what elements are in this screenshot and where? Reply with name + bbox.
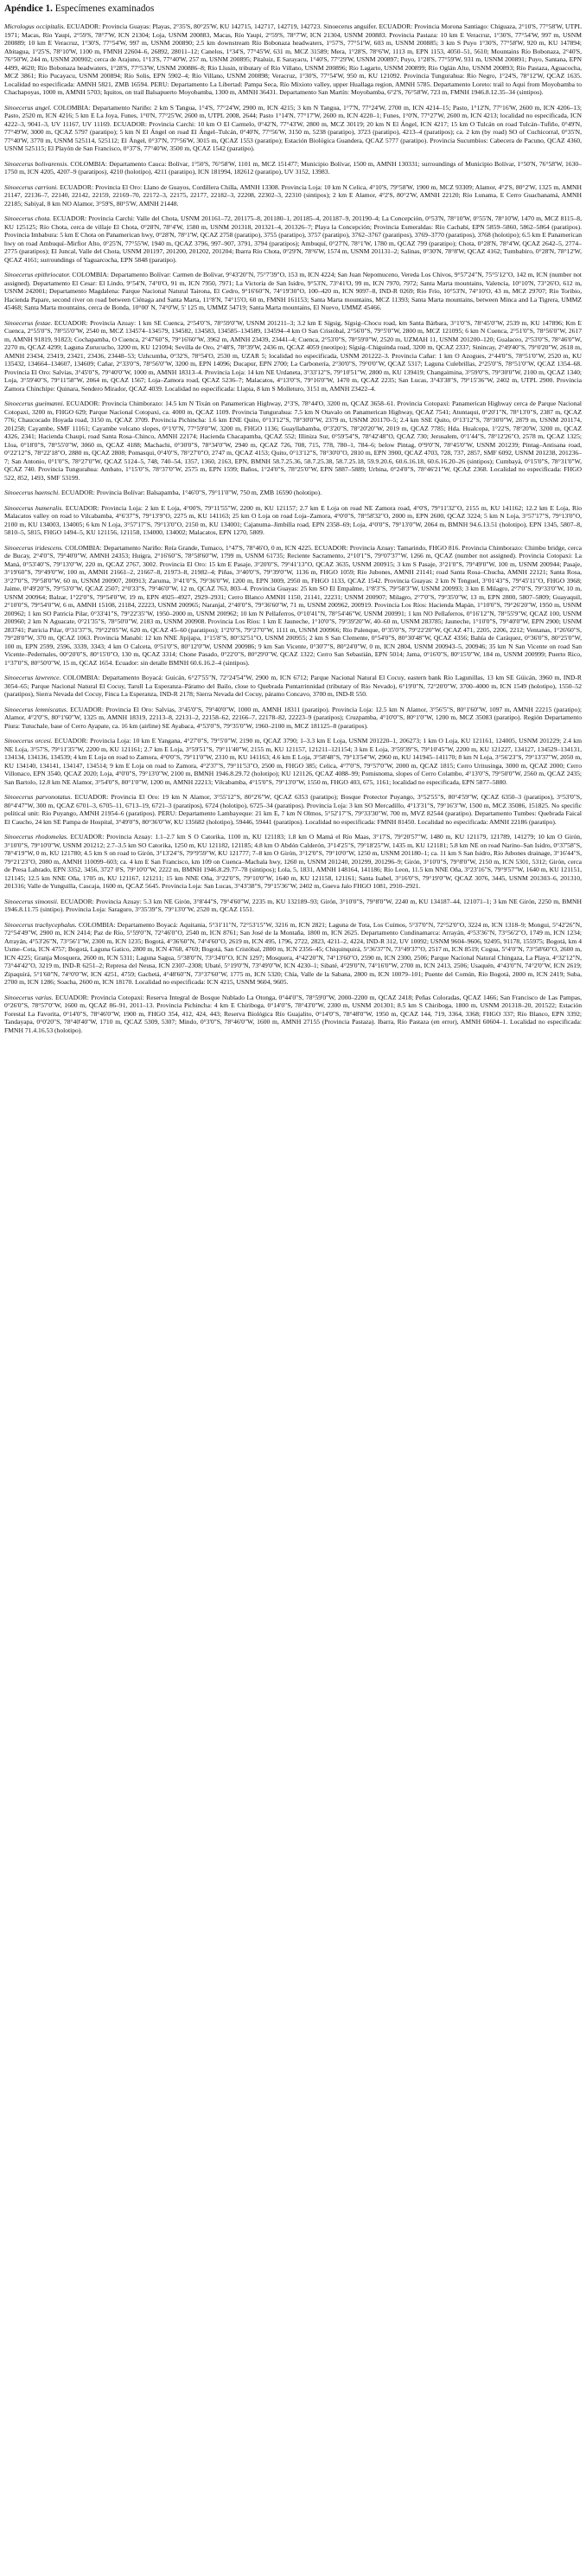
specimen-entry	[4, 737, 582, 786]
specimen-entry	[4, 504, 582, 537]
specimen-text: ECUADOR: Provincia Loja: 10 km E Yangana, 4°27'0"S, 79°5'0"W, 2190 m, QCAZ 3790; 1–3.3 km E Loja, USNM 201220–1, 206273; 1 km O Loja, KU 121161, 124005, USNM 201229; 2.4 km NE Loja, 3°57'S, 79°11'35"W, 2200 m, KU 121161; 2.7 km E Loja, 3°59'51"S, 79°11'40"W, 2155 m, KU 121157, 121211–121154; 3 km E Loja, 3°59'39"S, 79°10'45"W, 2200 m, KU 121227, 134127, 134529–134131, 134134, 134136, 134539; 4 km E Loja on road to Zamora, 4°0'0"S, 79°11'0"W, 2310 m, KU 141163; 4.6 km E Loja, 3°58'48"S, 79°13'54"W, 2960 m, KU 141945–141170; 8 km N Loja, 3°56'23"S, 79°13'37"W, 2050 m, KU 134140, 134141, 134147, 134514; 9 km E Loja on road to Zamora, 4°2'37"S, 79°11'53"O, 2500 m, FHGO 385; Celica, 4°7'0"S, 79°57'0"W, 2000 m, QCAZ 1815; Cerro Uritusinga, 3000 m, QCAZ 2000; Cerro Villonaco, EPN 3540, QCAZ 2020; Loja, 4°0'0"S, 79°13'0"W, 2100 m, BMNH 1946.8.29.72 (holotipo); KU 121126, QCAZ 4088–99; Pomisnoma, slopes of Cerro Colambo, 4°13'0"S, 79°50'0"W, 2560 m, QCAZ 2435; San Bartolo, 12.8 km NE Alamor, 3°54'0"S, 80°1'0"W, 1200 m, AMNH 22213; Vilcabamba, 4°15'0"S, 79°13'0"W, 1550 m, FHGO 403, 675, 1161; localidad no especificada, EPN 5877–5880.	[4, 737, 582, 786]
specimen-text: ECUADOR: Provincia Azuay: 5.3 km NE Girón, 3°8'44"S, 79°4'60"W, 2235 m, KU 132189–93; Girón, 3°10'0"S, 79°8'0"W, 2240 m, KU 134187–44, 121071–1; 3 km NE Girón, 2250 m, BMNH 1946.8.11.75 (sintipo). Provincia Loja: Saraguro, 3°35'39"S, 79°13'0"W, 2520 m, QCAZ 1551.	[4, 897, 582, 913]
species-name: Sinoecerus simonsii.	[4, 897, 59, 905]
specimen-entry	[4, 544, 582, 668]
specimen-text: ECUADOR: Provincia Carchi: Valle del Chota, USNM 201161–72, 201175–8, 201180–1, 201185–4, 201187–9, 201190–4; La Concepción, 0°53'N, 78°10'W, 0°55'N, 78°10'W, 1470 m, MCZ 8115–8, KU 125125; Río Chota, cerca de villaje El Chota, 0°28'N, 78°4'W, 1580 m, USNM 201318, 201321–4, 201326–7; Playa la Concepción; Provincia Esmeraldas: Río Cachabí, EPN 5859–5860, 5862–5864 (paratipos). Provincia Imbabura: 5 km E Chota on Panamerican hwy, 0°28'N, 78°1'W, QCAZ 2758 (paratipo), 3755 (paratipo), 3757 (paratipo), 3762–3767 (paratipos), 3769–3770 (paratipos), 3768 (holotipo); 6.5 km E Panamerican hwy on road Ambuquí–Mirfior Alto, 0°25'N, 77°55'W, 1940 m, QCAZ 3796, 997–907, 3791, 3794 (paratipos); Ambuquí, 0°27'N, 78°1'W, 1780 m, QCAZ 799 (paratipo); Chota, 0°28'N, 78°4'W, QCAZ 2642–5, 2774–2775 (paratipos); El Juncal, Valle del Chota, USNM 201197, 201200, 201202, 201204; Ibarra Río Chota, 0°29'N, 78°6'W, 1574 m, USNM 201131–2; Salinas, 0°30'N, 78°8'W, QCAZ 4162; Tumbabiro, 0°28'N, 78°12'W, QCAZ 4161; surroundings of Yaguarcocha, EPN 5848 (paratipo).	[4, 214, 582, 264]
species-name: Sinoecerus orcesi.	[4, 737, 53, 745]
specimen-entry	[4, 183, 582, 208]
specimen-entry	[4, 160, 582, 176]
specimen-entry	[4, 898, 582, 914]
specimen-text: COLOMBIA: Departamento Boyacá: Aquitania, 5°31'11"N, 72°53'15"W, 3216 m, ICN 2821; Laguna de Tota, Los Cuimos, 5°37'0"N, 72°52'0"O, 3224 m, ICN 1318–9; Mongui, 5°42'26"N, 72°54'49"W, 2900 m, ICN 2414; Paz de Río, 5°59'0"N, 72°46'0"O, 2540 m, ICN 8761; San José de la Montaña, 1800 m, ICN 2625. Departamento Cundinamarca: Arrayán, 4°53'36"N, 73°56'2"O, 1749 m, ICN 1234; Arrayán, 4°53'26"N, 73°56'1"W, 2300 m, ICN 1235; Bogotá, 4°36'60"N, 74°4'60"O, 2619 m, ICN 495, 1796, 2722, 2823, 4211–2, 4224, IND-R 312, UV 10092; USNM 9604–9606, 92495, 91178, 155975; Bogotá, km 4 Usme–Cota, ICN 4757; Bogotá, Laguna Gatico, 2800 m, ICN 4768, 4769; Bogotá, San Cristóbal, 2800 m, ICN 2356–45; Chiquinquirá, 5°36'37"N, 73°49'37"O, 2517 m, ICN 8519; Cogua, 5°4'0"N, 73°58'60"O, 2600 m, ICN 4225; Granja Mosquera, 2600 m, ICN 5311; Laguna Sagua, 5°38'0"N, 73°34'0"O, ICN 1297; Mosquera, 4°42'20"N, 74°13'60"O, 2590 m, ICN 2300, 2506; Parque Nacional Natural Chingaza, La Playa, 4°32'12"N, 73°44'42"O, 3219 m, IND-R 6251–2; Represa del Neusa, ICN 2307–2308; Ubaté, 5°19'0"N, 73°49'0"W, ICN 4230–1; Sibaté, 4°29'0"N, 74°16'0"W, 2700 m, ICN 2413, 2506; Usaquén, 4°43'0"N, 74°2'0"W, ICN 2619; Zipaquirá, 5°1'60"N, 74°0'0"W, ICN 4251, 4759; Gachetá, 4°48'60"N, 73°37'60"W, 1775 m, ICN 5320; Chía, Valle de la Sabana, 2800 m, ICN 10079–101; Puente del Común, Río Bogotá, 2000 m, ICN 2419; Suba, 2700 m, ICN 1286; Soacha, 2600 m, ICN 18170. Localidad no especificada: ICN 4215, USNM 9604, 9605.	[4, 920, 583, 986]
specimen-text: ECUADOR: Provincia Bolívar: Balsapamba, 1°46'0"S, 79°11'0"W, 750 m, ZMB 16590 (holotipo).	[60, 489, 322, 496]
species-name: Sinoecerus festae.	[4, 318, 53, 327]
specimen-entry	[4, 271, 582, 312]
specimen-text: ECUADOR: Provincia Loja: 2 km E Loja, 4°00'S, 79°11'55"W, 2200 m, KU 121157; 2.7 km E Loja on road NE Zamora road, 4°0'S, 79°11'32"O, 2155 m, KU 141162; 12.2 km E Loja, Río Malacatos valley on road to Vilcabamba, 4°6'37"S, 79°13'9"O, 2275 m, KU 141163; 25 km O Loja on road Loja–Zamora, 4°0'0"S, 78°58'32"O, 2000 m, EPN 2600, QCAZ 3224; 5 km N Loja, 3°57'17"S, 79°13'0"O, 2100 m, KU 134003, 134005; 6 km N Loja, 3°57'17"S, 79°13'0"O, 2150 m, KU 134001; Cajanuma–Jimbilla road, EPN 2358–69; Loja, 4°0'0"S, 79°13'0"W, 2064 m, BMNH 94.6.13.51 (holotipo), EPN 1345, 5807–8, 5810–5, 5815, FHGO 1494–5, KU 121156, 121158, 134000, 134002; Malacatos, EPN 1270, 5809.	[4, 503, 582, 536]
specimen-entry	[4, 400, 582, 482]
specimen-entry	[4, 833, 582, 891]
specimen-text: ECUADOR: Provincia Guayas: Playas, 2°35'S, 80°25'W, KU 142715, 142717, 142719, 142723. Sinoecerus anguifer. ECUADOR: Provincia Morona Santiago: Chiguaza, 2°10'S, 77°58'W, UTPL 1971; Macas, Río Yaupi, 2°59'S, 78°7'W, ICN 21304; Loja, USNM 200883, Macas, Río Yaupi, 2°59'S, 78°7'W, ICN 21304, USNM 200883. Provincia Pastaza: 10 km E Veracruz, 1°30'S, 77°54'W, 997 m, USNM 200889; 10 km E Veracruz, 1°30'S, 77°54'W, 997 m, USNM 200890; 2.5 km downstream Río Bobonaza headwaters, 1°57'S, 77°51'W, 603 m, USNM 200885; 3 km S Puyo 1°30'S, 77°58'W, 920 m, KU 147894; Abitagua, 1°25'S, 78°10'W, 1100 m, FMNH 22604–6, 26892, 28011–12; Canelos, 1°34'S, 77°45'W, 631 m, MCZ 31589; Mera, 1°28'S, 78°6'W, 1113 m, EPN 1153, 4050–51, 5610; Mountains Río Bobonaza, 2°40'S, 76°50'W, 244 m, USNM 200902; cerca de Arajuno, 1°13'S, 77°40'W, 257 m, USNM 200895; Pitaluiz, E Sarayacu, 1°40'S, 77°29'W, USNM 200897; Puyo, 1°28'S, 77°59'W, 931 m, USNM 200891; Puyo, Santana, EPN 4499, 4620; Río Bobonaza headwaters, 1°28'S, 77°53'W, USNM 200886–8; Río Llusin, tributary of Río Villano, USNM 200896; Río Lagarto, USNM 200899; Río Oglán Alto, USNM 200893; Río Pastaza, Aguacocha, MCZ 3861; Río Pucayacu, USNM 200894; Río Solis, EPN 5902–4; Río Villano, USNM 200898; Veracruz, 1°30'S, 77°54'W, 950 m, KU 121092. Provincia Tungurahua: Río Negro, 1°24'S, 78°12'W, QCAZ 1635. Localidad no especificada: AMNH 5821, ZMB 16594. PERU: Departamento La Libertad: Pampa Seca, Río Mixioto valley, upper Huallaga region, AMNH 5785. Departamento Loreto: trail to Aqui from Moyobamba to Chachapoyas, 1000 m, AMNH 5703; Iquitos, on trail Balsapuerto Moyobamba, 1300 m, AMNH 36431. Departamento San Martín: Moyobamba, 6°2'S, 76°58'W, 723 m, FMNH 1946.8.12.35–34 (sintipos).	[4, 22, 582, 96]
species-name: Sinoecerus parvonotatus.	[4, 793, 73, 801]
specimen-text: ECUADOR: Provincia Cotopaxi: Reserva Integral de Bosque Nublado La Otonga, 0°44'0"S, 78°59'0"W, 2000–2200 m, QCAZ 2418; Peñas Coloradas, QCAZ 1466; San Francisco de Las Pampas, 0°26'0"S, 78°57'0"W, 1600 m, QCAZ 86–91, 2011–13. Provincia Pichincha: 4 km E Chiriboga, 0°14'0"S, 78°43'0"W, 2300 m, USNM 201301; 8.5 km S Chiriboga, 1800 m, USNM 201318–20, 201522; Estación Forestal La Favorita, 0°14'0"S, 78°46'0"W, 1900 m, FHGO 354, 412, 424, 443; Reserva Biológica Río Guajalito, 0°14'0"S, 78°48'0"W, 1950 m, QCAZ 144, 719, 3364, 3368; FHGO 337; Río Blanco, EPN 3392; Tandayapa, 0°0'20"S, 78°40'40"W, 1710 m, QCAZ 5309, 5307; Mindo, 0°3'0"S, 78°46'0"W, 1600 m, AMNH 27155 (Provincia Pastaza). Ibarra, Río Pastaza (en error), AMNH 60604–1. Localidad no especificada: FMNH 71.4.16.53 (holotipo).	[4, 993, 582, 1034]
species-name: Sinoecerus iridescens.	[4, 543, 64, 552]
species-name: Sinoecerus bolivarensis.	[4, 159, 69, 168]
specimen-text: ECUADOR: Provincia Azuay: 1 km SE Cuenca, 2°54'0"S, 78°59'0"W, USNM 201211–3; 3.2 km E Sígsig, Sígsig–Chocu road, km Santa Bárbara, 3°1'0"S, 78°45'0"W, 2539 m, KU 147896; Km E Cuenca, 2°55'0"S, 78°55'0"W, 2540 m, MCZ 134574–134579, 134582, 134583, 134585–134589, 134594–4 km O San Cristóbal, 2°56'0"S, 79°5'0"W, 2800 m, MCZ 121095; 6 km N Cuenca, 2°51'0"S, 78°56'0"W, 2617 m, AMNH 91819, 91823; Cochapamba, O Cuenca, 2°47'60"S, 79°16'60"W, 3962 m, AMNH 23439, 23441–4; Cuenca, 2°53'0"S, 78°59'0"W, 2520 m, UZMAH 11, USNM 201200–120; Gualaceo, 2°53'0"S, 78°46'0"W, 2270 m, QCAZ 4299; Laguna Zurucucho, 3200 m, KU 121094; Sevilla de Oro, 2°48'S, 78°39'W, 2436 m, QCAZ 4059 (neotipo); Sígsig–Chiguinda road, 3200 m, QCAZ 2337; Sinincay, 2°49'40"S, 79°0'20"W, 2618 m, AMNH 23434, 23419, 23421, 23436, 23448–53; Uzhcumba, 0°32'S, 78°54'O, 2530 m, UZAR 5; localidad no especificada, USNM 201222–3. Provincia Cañar: 1 km O Azogues, 2°44'0"S, 78°51'0"W, 2520 m, KU 135432, 134664–134607, 134609; Cañar, 2°33'0"S, 78°56'0"W, 3200 m, EPN 14096; Ducapur, EPN 2700; La Carbonería, 2°30'0"S, 79°0'0"W, QCAZ 5317; Laguna Culebrillas, 2°25'0"S, 78°51'0"W, QCAZ 1354–68. Provincia El Oro: Salvias, 3°45'0"S, 79°40'0"W, 1000 m, AMNH 18313–4. Provincia Loja: 14 km NE Urdaneta, 3°33'12"S, 79°10'51"W, 2800 m, KU 139419; Changaimina, 3°59'0"S, 79°30'0"W, 2100 m, QCAZ 1340; Loja, 3°59'40"S, 79°11'58"W, 2064 m, QCAZ 1567; Loja–Zamora road, QCAZ 5236–7; Malacatos, 4°13'0"S, 79°16'0"W, 1470 m, QCAZ 2235; San Lucas, 3°43'38"S, 79°15'36"W, 2402 m, UTPL 2900. Provincia Zamora Chinchipe: Quinara, Sendero Mirador, QCAZ 4039. Localidad no especificada: Llapia, 8 km S Molleturo, 3151 m, AMNH 23422–4.	[4, 318, 582, 393]
specimen-text: ECUADOR: Provincia El Oro: Llano de Guayos, Cordillera Chilla, AMNH 13308. Provincia Loja: 10 km N Celica, 4°10'S, 79°58'W, 1900 m, MCZ 93309; Alamor, 4°2'S, 80°2'W, 1325 m, AMNH 21147, 22136–7, 22140, 22142, 22159, 22169–70, 22172–3, 22175, 22177, 22182–3, 22208, 22302–3, 22310 (sintipos); 2 km E Alamor, 4°2'S, 80°2'W, AMNH 22120; Río Lunama, E Cerro Guachanamá, AMNH 22185; Sabiyal, 8 km NO Alamor, 3°59'S, 80°5'W, AMNH 21448.	[4, 182, 582, 208]
species-name: Micrologus occipitalis.	[4, 22, 66, 30]
appendix-label: Apéndice 1.	[4, 3, 53, 14]
species-name: Sinoecerus varius.	[4, 993, 54, 1001]
specimen-text: ECUADOR: Provincia Chimborazo: 14.5 km N Tixán on Panamerican Highway, 2°3'S, 78°44'O, 3200 m, QCAZ 3658–61. Provincia Cotopaxi: Panamerican Highway cerca de Parque Nacional Cotopaxi, 3200 m, FHGO 629; Parque Nacional Cotopaxi, ca. 4000 m, QCAZ 1109. Provincia Tungurahua: 7.5 km N Otavalo on Panamerican Highway, QCAZ 7541; Atuntaqui, 0°20'1"N, 78°13'0"S, 2387 m, QCAZ 776; Chaucocado Hoyada road, 3150 m, QCAZ 3709. Provincia Pichincha: 1.6 km ENE Quito, 0°13'12"S, 78°30'0"W, 2379 m, USNM 201170–5; 2.4 km SSE Quito, 0°13'12"S, 78°30'0"W, 2879 m, USNM 201174, 201258; Cayambe, SMF 11161; Cayambe volcano slopes, 0°1'0"N, 77°59'0"W, 3200 m, FHGO 1136; Guayllabamba, 0°3'20"S, 78°20'20"W, 2019 m, QCAZ 7785; Hda. Hualcopa, 1°22'S, 78°20'W, 3200 m, QCAZ 4326, 2341; Hacienda Chaupi, road Santa Rosa–Chinco, AMNH 22174; Hacienda Chacapamba, QCAZ 552; Illiniza Sur, 0°59'54"S, 78°42'48"O, QCAZ 730; Jerusalem, 0°1'44"S, 78°12'26"O, 2578 m, QCAZ 1325; Lloa, 0°18'0"S, 78°55'0"W, 3060 m, QCAZ 4188; Machachi, 0°30'0"S, 78°34'0"W, 2940 m, QCAZ 726, 708, 715, 778, 780–1, 784–6; below Pintag, 0°9'0"N, 78°45'0"W, USNM 201239; Pintag–Antisana road, 0°22'12"S, 78°22'18"O, 2880 m, QCAZ 2808; Pomasqui, 0°4'0"S, 78°27'0"O, 2747 m, QCAZ 4153; Quito, 0°13'12"S, 78°30'0"O, 2810 m, EPN 3900, QCAZ 4703, 728, 737, 2857, SMF 6092, USNM 201238, 201236–7; San Antonio, 0°1'0"S, 78°27'0"W, QCAZ 5124–5, 748, 740–54, 1357, 1360, 2163, EPN, BMNH 58.7.25.36, 58.7.25.38, 58.7.25.18, 59.9.20.6, 60.6.16.18, 60.6.16.20–26 (sintipos); Cumbayá, 0°15'0"S, 78°31'0"W, QCAZ 740. Provincia Tungurahua: Ambato, 1°15'0"S, 78°37'0"W, 2575 m, EPN 1599; Baños, 1°24'0"S, 78°25'0"W, EPN 5887–5889; Urbina, 0°24'0"S, 78°46'21"W, QCAZ 2368. Localidad no especificada: FHGO 522, 852, 1493, SMF 53199.	[4, 400, 582, 482]
species-name: Sinoecerus lawrence.	[4, 674, 61, 681]
species-name: Sinoecerus chota.	[4, 214, 52, 222]
specimen-entry	[4, 319, 582, 393]
appendix-title	[4, 3, 582, 15]
specimen-entry	[4, 22, 582, 97]
specimen-entry	[4, 214, 582, 264]
specimen-entry	[4, 706, 582, 731]
specimen-entry	[4, 489, 582, 497]
species-name: Sinoecerus trachycephalus.	[4, 920, 77, 929]
species-name: Sinoecerus lemniscatus.	[4, 705, 68, 713]
species-name: Sinoecerus carrioni.	[4, 182, 59, 191]
specimen-text: COLOMBIA: Departamento Nariño: 2 km S Tangua, 1°4'S, 77°24'W, 2900 m, ICN 4215; 3 km N Tangua, 1°7'N, 77°24'W, 2700 m, ICN 4214–15; Pasto, 1°12'N, 77°16'W, 2600 m, ICN 4206–13; Pasto, 2520 m, ICN 4216; 5 km E La Joya, Funes, 1°0'N, 77°25'W, 2600 m, UTPL 2008, 2644; Pasto 1°14'N, 77°17'W, 2600 m, ICN 4220–1; Funes, 1°0'N, 77°27'W, 2600 m, ICN 4213; localidad no especificada, ICN 4222–3, 9041–3, UV 11167, UV 11169. ECUADOR: Provincia Carchi: 10 km O El Carmelo, 0°42'N, 77°43'W, 2800 m, MCZ 30119; 20 km N El Ángel, ICN 4217; 15 km O Tulcán on road Tulcán–Tufiño, 0°49'N, 77°49'W, 3000 m, QCAZ 5797 (paratipo); 5 km N El Ángel on road El Ángel–Tulcán, 0°40'N, 77°56'W, 3150 m, 5238 (paratipo), 3723 (paratipo), 4213–4 (paratipos); ca. 2 km (by road) SO of Cuchicorral, 0°35'N, 77°40'W, 3770 m, USNM 525114, 525112; El Ángel, 0°37'N, 77°56'W, 3015 m, QCAZ 1553 (paratipo); Estación Biológica Guandera, QCAZ 5777 (paratipo). Provincia Sucumbíos: Cabecera de Pacuno, QCAZ 4360, USNM 525115; El Playón de San Francisco, 0°37'S, 77°40'W, 3500 m, QCAZ 1542 (paratipo).	[4, 103, 582, 152]
specimen-text: COLOMBIA: Departamento Boyacá: Guicán, 6°27'55"N, 72°24'54"W, 2900 m, ICN 6712; Parque Nacional Natural El Cocuy, eastern bank Río Lagunillas, 13 km SE Güicán, 3960 m, IND-R 3054–65; Parque Nacional Natural El Cocuy, Tarull La Esperanza–Páramo del Bailo, close to Quebrada Puntarrinnidad (tributary of Río Nevado), 6°19'0"N, 72°20'0"W, 3700–4000 m, ICN 1549 (holotipo), 1550–52 (paratipos), Sierra Nevada del Cocuy, Finca La Esperanza, IND-R 2178; Sierra Nevada del Cocuy, páramo Concavo, 3700 m, IND-R 550.	[4, 674, 582, 698]
specimen-text: ECUADOR: Provincia Azuay: 1.1–2.7 km S O Catorika, 1100 m, KU 121183; 1.8 km O Mamá el Río Maas, 3°17'S, 79°20'57"W, 1480 m, KU 121179, 121789, 141279; 10 km O Girón, 3°10'0"S, 79°10'0"W, USNM 201212; 2.7–3.5 km SO Catorika, 1250 m, KU 121182, 121185; 4.8 km O Abdón Calderón, 3°14'25"S, 79°18'25"W, 1435 m, KU 121181; 5.8 km NE on road Narino–San Isidro, 0°37'58"S, 78°4'19"W, 0 m, KU 121780; 4.5 km S on road to Girón, 3°13'24"S, 79°9'59"W, KU 121777; 7–8 km O Girón, 3°12'0"S, 79°10'0"W, 1250 m, USNM 201180–1; ca. 11 km S San Isidro, Río Jubones drainage, 3°16'44"S, 79°21'23"O, 2080 m, AMNH 110099–603; ca. 4 km E San Francisco, km 109 on Cuenca–Machala hwy, 1260 m, USNM 201240, 201299, 201296–9; Girón, 3°10'0"S, 79°8'0"W, 2150 m, ICN 5301, 5312; Girón, cerca de Presa Labrado, EPN 3352, 3456, 3727 0'S, 79°10'0"W, 2222 m, BMNH 1946.8.29.77–78 (sintipos); Lola, 5, 1831, AMNH 148164, 141186; Río Leon, 11.5 km NNE Oña, 3°23'16"S, 79°9'57"W, 1640 m, KU 121151, 121145; 12.5 km NNE Oña, 1705 m, KU 121167, 121211; 15 km NNE Oña, 3°22'0"S, 79°10'0"W, 1640 m, KU 121158, 121161; Santa Isabel, 3°16'0"S, 79°19'0"W, QCAZ 3076, 3445, USNM 201303–6, 201310, 201316; Valle de Yunguilla, Cascaja, 1600 m, QCAZ 5645. Provincia Loja: San Lucas, 3°43'38"S, 79°15'36"W, 2402 m, Gueva Jalo FHGO 1081, 2910–2921.	[4, 833, 582, 890]
species-name: Sinoecerus rhodomelas.	[4, 833, 68, 841]
specimen-entry	[4, 104, 582, 153]
species-name: Sinoecerus angel.	[4, 103, 52, 112]
species-name: Sinoecerus gueimanni.	[4, 400, 65, 407]
specimen-entry	[4, 674, 582, 699]
species-name: Sinoecerus humeralis.	[4, 503, 64, 512]
appendix-title-text: Especímenes examinados	[54, 3, 155, 14]
specimen-text: COLOMBIA: Departamento Cauca: Bolívar, 1°50'S, 76°58'W, 1101 m, MCZ 151477; Municipio Bolívar, 1500 m, AMNH 130331; surroundings of Municipio Bolívar, 1°50'N, 76°58'W, 1630–1750 m, ICN 4205, 4207–9 (paratipos), 4210 (holotipo), 4211 (paratipo), ICN 181994, 182612 (paratipo), UV 3152, 13983.	[4, 159, 582, 176]
species-name: Sinoecerus epithriocator.	[4, 271, 71, 278]
specimen-entry	[4, 793, 582, 826]
specimen-list	[4, 22, 582, 1034]
specimen-text: COLOMBIA: Departamento Bolívar: Carmen de Bolívar, 9°43'20"N, 75°7'39"O, 153 m, ICN 4224; San Juan Nepomuceno, Vereda Los Chivos, 9°57'24"N, 75°5'12"O, 142 m, ICN (number not assigned). Departamento El Cesar: El Lindo, 9°54'N, 74°0'O, 91 m, ICN 7950, 7971; La Victoria de San Isidro, 9°53'N, 73°41'O, 99 m, ICN 7970, 7972; Santa Marta mountains, Valencia, 10°10'N, 73°26'O, 612 m, USNM 242001; Departamento Magdalena: Parque Nacional Natural Tairona, El Cedro, 9°16'60"N, 74°19'30"O, 100–420 m, ICN 9097–8, IND-R 0269; Río Frío, 10°53'N, 74°10'O, 43 m, MCZ 29707; Río Toribio, Hacienda Papare, second river on road between Ciénaga and Santa Marta, 11°8'N, 74°15'O, 60 m, FMNH 161153; Santa Marta mountains, MCZ 11393; Santa Marta mountains, between Minca and La Tigrera, UMMZ 45468; Santa Marta mountains, cerca de Bonda, 10°00' N, 74°0'W, 5' 125 m, UMMZ 54719; Santa Marta mountains, El Nuevo, UMMZ 45466.	[4, 271, 582, 311]
specimen-text: COLOMBIA: Departamento Nariño: Reía Grande, Tumaco, 1°47'S, 78°46'O, 0 m, ICN 4225. ECUADOR: Provincia Azuay: Tamarindo, FHGO 816. Provincia Chimborazo: Chimbo bridge, cerca de Bucay, 2°4'0"S, 79°40'0"W, AMNH 24353; Huigra, 2°16'60"S, 78°58'60"W, 1799 m, USNM 61735; Reciente Sacramento, 2°10'1"S, 79°07'37"W, 1266 m, QCAZ (number not assigned). Provincia Cotopaxi: La Maná, 0°53'40"S, 79°13'0"W, 220 m, QCAZ 2767, 3002. Provincia El Oro: 15 km E Pasaje, 3°20'0"S, 79°41'13"O, QCAZ 3635, USNM 200915; 3 km S Pasaje, 3°21'0"S, 79°49'0"W, 100 m, USNM 200944; Pasaje, 3°19'60"S, 79°49'0"W, 100 m, AMNH 21661–2, 21667–8, 21973–8, 21982–4; Piñas, 3°40'0"S, 79°39'0"W, 1136 m, FHGO 1059; Río Jubones, AMNH 21141; road Santa Rosa–Chucha, AMNH 22121; Santa Rosa, 3°27'0"S, 79°58'0"W, 60 m, USNM 200907, 200913; Zaruma, 3°41'0"S, 79°36'0"W, 1200 m, EPN 3009, 2950 m, FHGO 1133, QCAZ 1542. Provincia Guayas: 2 km N Tenguel, 3°01'43"S, 79°45'11"O, FHGO 3968; Jaime, 0°49'20"S, 79°53'0"W, QCAZ 2507; 2°0'33"S, 79°46'0"W, 12 m, QCAZ 763, 803–4. Provincia Guayas: 25 km SO El Empalme, 1°8'3"S, 79°58'3"W, USNM 200993; 3 km E Milagro, 2°7'0"S, 79°33'0"W, 10 m, USNM 200964; Balzar, 1°22'0"S, 79°54'0"W, 19 m, EPN 4925–4927, 2929–2931; Cerro Blanco AMNH 1150, 21141, 22231; USNM 200907; Milagro, 2°7'0"S, 79°35'0"W, 13 m, EPN 2800, 5807–5809; Guayaquil, 2°10'0"S, 79°54'0"W, 6 m, AMNH 15108, 21184, 22223, USNM 200965; Naranjal, 2°40'0"S, 79°36'60"W, 71 m, USNM 200962, 200919. Provincia Los Ríos: Hacienda Mapán, 1°10'0"S, 79°26'20"W, 1950 m, USNM 200962; 1 km SO Patricia Pilar, 0°33'41"S, 79°22'35"W, 1950–2000 m, USNM 200962; 10 km N Pellaferros, 0°10'41"N, 78°54'46"W, USNM 200991; 1 km NO Pellaferros, 0°16'12"N, 78°55'9"W, QCAZ 100, USNM 200960; 2 km N Aguacate, 0°21'35"S, 78°50'0"W, 2183 m, USNM 200908. Provincia Los Ríos: 1 km E Jauneche, 1°10'0"S, 79°39'20"W, 40–60 m, USNM 283785; Jauneche, 1°10'0"S, 79°40'0"W, EPN 2900; USNM 283741; Patricia Pilar, 0°31'37"S, 79°22'05"W, 620 m, QCAZ 45–60 (paratipos); 1°2'0"S, 79°27'0"W, 1111 m, USNM 200966; Río Palenque, 0°35'0"S, 79°22'20"W, QCAZ 471, 2205, 2206, 2212; Ventanas, 1°26'60"S, 79°28'0"W, 370 m, QCAZ 1063. Provincia Manabí: 12 km NNE Jipijapa, 1°15'8"S, 80°32'51"O, USNM 200955; 2 km S San Clemente, 0°54'0"S, 80°30'48"W, QCAZ 4356; Bahía de Caráquez, 0°36'0"S, 80°25'0"W, 100 m, EPN 2599, 2596, 3339, 3343; 4 km O Calceta, 0°51'0"S, 80°12'0"W, USNM 200986; 9 km San Vicente, 0°30'7"S, 80°24'0"W, 0 m, ICN 2804, USNM 200943–5, 200946; 35 km N San Vicente on road San Vicente–Pedernales, 00°20'0"S, 80°15'0"O, 130 m, QCAZ 3314; Chone Pasado, 0°22'0"S, 80°29'0"W, QCAZ 1322; Cerro San Sebastián, EPN 5014; Jama, 0°16'0"S, 80°15'0"W, 184 m, USNM 200999; Puerto Rico, 1°37'0"S, 80°50'0"W, 15 m, QCAZ 1654. Ecuador: sin detalle BMNH 60.6.16.2–4 (sintipos).	[4, 543, 582, 667]
specimen-text: ECUADOR: Provincia El Oro: 19 km N Alamor, 3°55'12"S, 80°2'6"W, QCAZ 6353 (paratipo); Bosque Protector Puyango, 3°52'55"S, 80°4'59"W, QCAZ 6350–3 (paratipos), 3°53'0"S, 80°4'47"W, 300 m, QCAZ 6701–3, 6705–11, 6713–19, 6721–3 (paratipos), 6724 (holotipo), 6725–34 (paratipos). Provincia Loja: 3 km SO Mercadillo, 4°13'31"S, 79°16'3"W, 1500 m, MCZ 35086, 151825. No specific political unit: Río Puyango, AMNH 21954–6 (paratipos). PERU: Departamento Lambayeque: 21 km E, 7 km N Olmos, 5°52'17"S, 79°33'30"W, 700 m, MVZ 82544 (paratipo). Departamento Tumbes: Quebrada Faical El Caucho, 24 km SE Pampa de Hospital, 3°49'0"S, 80°36'0"W, KU 135682 (holotipo), 59446, 59441 (paratipos). Localidad no especificada: FMNH 81450. Localidad no especificada: AMNH 22186 (paratipo).	[4, 793, 582, 826]
specimen-text: ECUADOR: Provincia El Oro: Salvias, 3°45'0"S, 79°40'0"W, 1000 m, AMNH 18311 (paratipo). Provincia Loja: 12.5 km N Alamor, 3°56'5"S, 80°1'60"W, 1097 m, AMNH 22215 (paratipo); Alamor, 4°2'0"S, 80°1'60"W, 1325 m, AMNH 18319, 22113–8, 22131–2, 22158–62, 22166–7, 22178–82, 22223–9 (paratipos); Cruzpamba, 4°10'0"S, 80°1'0"W, 1200 m, MCZ 35083 (paratipo). Región Departamento Piura: Tutuchale, base of Cerro Ayapate, ca. 16 km (airline) SE Ayabaca, 4°53'0"S, 79°35'0"W, 1960–2100 m, MCZ 181125–8 (paratipos).	[4, 705, 582, 730]
specimen-entry	[4, 921, 582, 987]
species-name: Sinoecerus haenschi.	[4, 489, 61, 496]
specimen-entry	[4, 994, 582, 1035]
